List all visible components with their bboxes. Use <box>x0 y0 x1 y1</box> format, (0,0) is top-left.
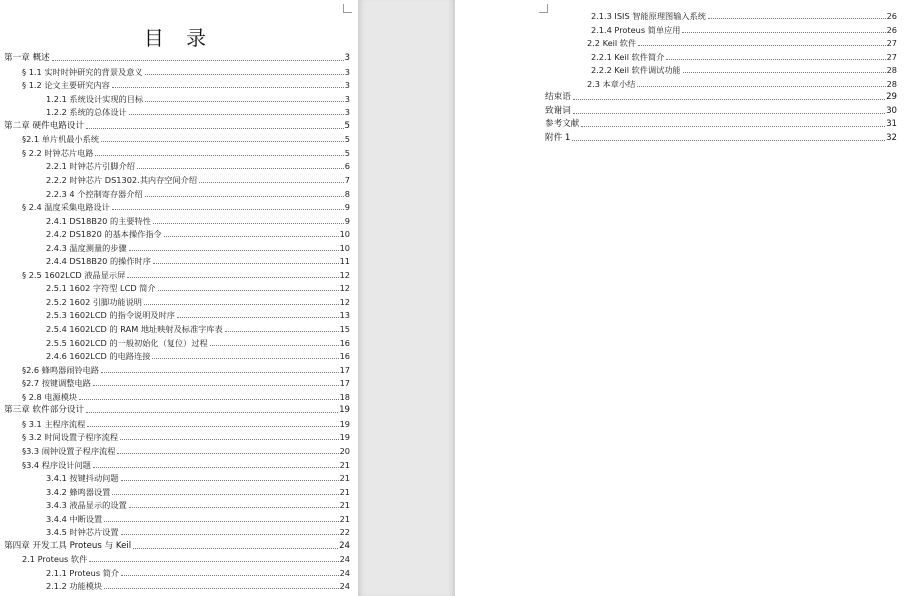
toc-dot-leader <box>101 371 339 373</box>
toc-section-row <box>22 390 350 402</box>
toc-entry-title: § 2.2 时钟芯片电路 <box>22 147 94 158</box>
toc-entry-title: 3.4.5 时钟芯片设置 <box>46 527 119 538</box>
toc-section-row <box>22 376 350 388</box>
toc-entry-title: 2.5.2 1602 引脚功能说明 <box>46 296 142 307</box>
toc-entry-title: § 3.1 主程序流程 <box>22 418 86 429</box>
toc-section-row <box>46 281 350 293</box>
toc-section-row <box>46 308 350 320</box>
toc-page-number: 17 <box>339 364 350 375</box>
toc-dot-leader <box>145 73 344 75</box>
toc-section-row <box>22 552 350 564</box>
toc-dot-leader <box>137 167 344 169</box>
toc-dot-leader <box>112 86 344 88</box>
toc-section-row <box>46 187 350 199</box>
toc-page-number: 19 <box>339 432 350 443</box>
toc-page-number: 12 <box>339 283 350 294</box>
toc-section-row <box>591 50 897 62</box>
toc-section-row <box>46 254 350 266</box>
toc-section-row <box>591 9 897 21</box>
toc-dot-leader <box>129 113 344 115</box>
toc-page-number: 3 <box>344 66 350 77</box>
toc-dot-leader <box>573 112 885 114</box>
toc-dot-leader <box>164 235 339 237</box>
toc-dot-leader <box>637 85 885 87</box>
toc-section-row <box>46 92 350 104</box>
toc-dot-leader <box>101 140 344 142</box>
toc-page-number: 21 <box>339 473 350 484</box>
toc-section-row <box>22 65 350 77</box>
toc-dot-leader <box>104 520 338 522</box>
toc-dot-leader <box>133 547 338 549</box>
toc-page-number: 16 <box>339 351 350 362</box>
toc-section-row <box>587 36 897 48</box>
toc-section-row <box>591 23 897 35</box>
toc-entry-title: §3.3 闹钟设置子程序流程 <box>22 445 116 456</box>
toc-dot-leader <box>95 154 343 156</box>
page-title: 目 录 <box>143 26 215 50</box>
toc-page-number: 28 <box>886 65 897 76</box>
toc-dot-leader <box>152 357 338 359</box>
toc-section-row <box>22 417 350 429</box>
toc-dot-leader <box>129 249 339 251</box>
toc-entry-title: 2.4.2 DS1820 的基本操作指令 <box>46 229 162 240</box>
page-corner-mark <box>539 4 548 13</box>
toc-entry-title: 3.4.2 蜂鸣器设置 <box>46 486 111 497</box>
toc-page-number: 3 <box>344 107 350 118</box>
toc-dot-leader <box>666 58 885 60</box>
document-page-left <box>0 0 358 596</box>
toc-chapter-row <box>4 403 350 415</box>
toc-entry-title: 结束语 <box>545 92 571 103</box>
toc-page-number: 9 <box>344 202 350 213</box>
toc-page-number: 20 <box>339 445 350 456</box>
toc-dot-leader <box>121 479 339 481</box>
toc-page-number: 26 <box>886 11 897 21</box>
toc-page-number: 5 <box>344 134 350 145</box>
toc-page-number: 16 <box>339 337 350 348</box>
toc-dot-leader <box>93 466 339 468</box>
toc-page-number: 30 <box>886 105 897 116</box>
toc-entry-title: 2.4.1 DS18B20 的主要特性 <box>46 215 151 226</box>
toc-section-row <box>46 485 350 497</box>
toc-dot-leader <box>177 316 339 318</box>
toc-entry-title: 3.4.1 按键抖动问题 <box>46 473 119 484</box>
toc-page-number: 24 <box>339 540 350 551</box>
toc-entry-title: 2.4.3 温度测量的步骤 <box>46 242 127 253</box>
toc-section-row <box>46 322 350 334</box>
toc-entry-title: §2.1 单片机最小系统 <box>22 134 100 145</box>
toc-entry-title: 2.2.1 Keil 软件简介 <box>591 51 665 62</box>
toc-page-number: 5 <box>344 120 350 131</box>
toc-page-number: 21 <box>339 500 350 511</box>
toc-page-number: 3 <box>344 93 350 104</box>
toc-dot-leader <box>581 125 885 127</box>
toc-entry-title: 1.2.2 系统的总体设计 <box>46 107 127 118</box>
toc-entry-title: §3.4 程序设计问题 <box>22 459 91 470</box>
toc-section-row <box>46 525 350 537</box>
toc-page-number: 9 <box>344 215 350 226</box>
toc-chapter-row <box>545 104 897 116</box>
toc-entry-title: §2.7 按键调整电路 <box>22 378 91 389</box>
toc-chapter-row <box>545 131 897 143</box>
toc-dot-leader <box>129 506 339 508</box>
toc-section-row <box>22 430 350 442</box>
toc-dot-leader <box>52 59 344 61</box>
toc-dot-leader <box>153 262 339 264</box>
toc-dot-leader <box>683 71 886 73</box>
toc-dot-leader <box>145 195 344 197</box>
toc-page-number: 13 <box>339 310 350 321</box>
toc-dot-leader <box>120 438 339 440</box>
toc-page-number: 21 <box>339 459 350 470</box>
toc-page-number: 10 <box>339 242 350 253</box>
toc-dot-leader <box>86 411 338 413</box>
toc-dot-leader <box>225 330 339 332</box>
toc-chapter-row <box>4 119 350 131</box>
toc-entry-title: 第二章 硬件电路设计 <box>4 120 85 131</box>
toc-section-row <box>46 214 350 226</box>
toc-entry-title: 第四章 开发工具 Proteus 与 Keil <box>4 540 132 551</box>
toc-page-number: 28 <box>886 78 897 89</box>
toc-section-row <box>46 579 350 591</box>
toc-entry-title: 2.5.1 1602 字符型 LCD 简介 <box>46 283 156 294</box>
toc-page-number: 29 <box>886 92 897 103</box>
toc-entry-title: 2.1.1 Proteus 简介 <box>46 567 120 578</box>
toc-entry-title: 2.3 本章小结 <box>587 78 636 89</box>
toc-page-number: 5 <box>344 147 350 158</box>
toc-entry-title: 3.4.3 液晶显示的设置 <box>46 500 127 511</box>
toc-section-row <box>46 241 350 253</box>
toc-page-number: 8 <box>344 188 350 199</box>
toc-dot-leader <box>127 276 338 278</box>
toc-section-row <box>46 159 350 171</box>
toc-dot-leader <box>638 44 885 46</box>
toc-dot-leader <box>199 181 344 183</box>
toc-dot-leader <box>145 100 344 102</box>
toc-section-row <box>46 295 350 307</box>
toc-entry-title: § 2.5 1602LCD 液晶显示屏 <box>22 269 126 280</box>
toc-entry-title: § 3.2 时间设置子程序流程 <box>22 432 119 443</box>
toc-page-number: 27 <box>886 38 897 49</box>
toc-page-number: 12 <box>339 296 350 307</box>
toc-dot-leader <box>93 384 339 386</box>
toc-dot-leader <box>153 222 344 224</box>
toc-entry-title: 2.2.2 时钟芯片 DS1302.其内存空间介绍 <box>46 174 198 185</box>
toc-page-number: 22 <box>339 527 350 538</box>
toc-dot-leader <box>121 574 338 576</box>
toc-dot-leader <box>573 98 885 100</box>
toc-dot-leader <box>79 398 339 400</box>
toc-chapter-row <box>545 90 897 102</box>
toc-page-number: 21 <box>339 486 350 497</box>
toc-chapter-row <box>545 117 897 129</box>
toc-dot-leader <box>682 31 885 33</box>
page-corner-mark <box>343 4 352 13</box>
toc-entry-title: 2.1 Proteus 软件 <box>22 554 88 565</box>
toc-section-row <box>46 566 350 578</box>
toc-section-row <box>46 512 350 524</box>
toc-page-number: 19 <box>339 405 350 416</box>
document-page-right <box>455 0 907 596</box>
toc-entry-title: 2.2.2 Keil 软件调试功能 <box>591 65 681 76</box>
toc-page-number: 7 <box>344 174 350 185</box>
toc-dot-leader <box>117 452 338 454</box>
toc-section-row <box>46 471 350 483</box>
toc-section-row <box>587 77 897 89</box>
toc-entry-title: 第三章 软件部分设计 <box>4 405 85 416</box>
toc-entry-title: 2.4.6 1602LCD 的电路连接 <box>46 351 151 362</box>
toc-page-number: 24 <box>339 581 350 592</box>
toc-page-number: 24 <box>339 567 350 578</box>
toc-page-number: 32 <box>886 132 897 143</box>
toc-entry-title: § 1.2 论文主要研究内容 <box>22 80 110 91</box>
toc-dot-leader <box>86 127 343 129</box>
toc-page-number: 12 <box>339 269 350 280</box>
toc-dot-leader <box>87 425 338 427</box>
toc-section-row <box>46 498 350 510</box>
toc-section-row <box>22 132 350 144</box>
toc-section-row <box>22 146 350 158</box>
toc-section-row <box>22 444 350 456</box>
toc-section-row <box>22 200 350 212</box>
toc-chapter-row <box>4 539 350 551</box>
toc-entry-title: 2.5.4 1602LCD 的 RAM 地址映射及标准字库表 <box>46 324 223 334</box>
toc-entry-title: 2.2.1 时钟芯片引脚介绍 <box>46 161 135 172</box>
toc-entry-title: 第一章 概述 <box>4 53 50 63</box>
toc-section-row <box>46 227 350 239</box>
toc-entry-title: 2.2 Keil 软件 <box>587 38 637 49</box>
toc-section-row <box>591 63 897 75</box>
toc-page-number: 24 <box>339 554 350 565</box>
toc-entry-title: 2.5.5 1602LCD 的一般初始化（复位）过程 <box>46 337 208 348</box>
toc-entry-title: 致谢词 <box>545 105 571 116</box>
toc-page-number: 11 <box>339 256 350 267</box>
toc-entry-title: 3.4.4 中断设置 <box>46 513 103 524</box>
toc-section-row <box>22 268 350 280</box>
toc-dot-leader <box>572 139 885 141</box>
toc-entry-title: 参考文献 <box>545 119 580 130</box>
toc-section-row <box>22 363 350 375</box>
toc-page-number: 26 <box>886 24 897 35</box>
toc-dot-leader <box>158 289 339 291</box>
toc-entry-title: 2.2.3 4 个控制寄存器介绍 <box>46 188 143 199</box>
toc-chapter-row <box>4 51 350 63</box>
toc-page-number: 18 <box>339 391 350 402</box>
toc-page-number: 10 <box>339 229 350 240</box>
toc-dot-leader <box>708 17 886 19</box>
toc-entry-title: §2.6 蜂鸣器闹铃电路 <box>22 364 100 375</box>
toc-page-number: 31 <box>886 119 897 130</box>
toc-dot-leader <box>89 560 338 562</box>
toc-dot-leader <box>210 344 339 346</box>
toc-section-row <box>22 78 350 90</box>
toc-section-row <box>46 173 350 185</box>
toc-entry-title: 2.1.4 Proteus 简单应用 <box>591 24 681 35</box>
toc-page-number: 15 <box>339 324 350 334</box>
page-gap <box>358 0 455 596</box>
toc-page-number: 3 <box>344 53 350 63</box>
toc-dot-leader <box>112 208 344 210</box>
toc-page-number: 3 <box>344 80 350 91</box>
toc-section-row <box>46 336 350 348</box>
toc-page-number: 27 <box>886 51 897 62</box>
toc-dot-leader <box>112 493 338 495</box>
toc-section-row <box>46 105 350 117</box>
toc-dot-leader <box>144 303 339 305</box>
toc-entry-title: § 1.1 实时时钟研究的背景及意义 <box>22 66 143 77</box>
toc-entry-title: 2.1.3 ISIS 智能原理图输入系统 <box>591 11 706 21</box>
toc-page-number: 6 <box>344 161 350 172</box>
toc-page-number: 21 <box>339 513 350 524</box>
toc-page-number: 17 <box>339 378 350 389</box>
toc-entry-title: § 2.4 温度采集电路设计 <box>22 202 110 213</box>
toc-entry-title: 1.2.1 系统设计实现的目标 <box>46 93 144 104</box>
toc-dot-leader <box>121 533 339 535</box>
toc-section-row <box>46 349 350 361</box>
toc-entry-title: 2.4.4 DS18B20 的操作时序 <box>46 256 151 267</box>
toc-entry-title: 2.5.3 1602LCD 的指令说明及时序 <box>46 310 175 321</box>
toc-section-row <box>22 458 350 470</box>
toc-entry-title: 2.1.2 功能模块 <box>46 581 103 592</box>
toc-dot-leader <box>104 587 338 589</box>
toc-entry-title: § 2.8 电源模块 <box>22 391 78 402</box>
toc-entry-title: 附件 1 <box>545 132 571 143</box>
toc-page-number: 19 <box>339 418 350 429</box>
